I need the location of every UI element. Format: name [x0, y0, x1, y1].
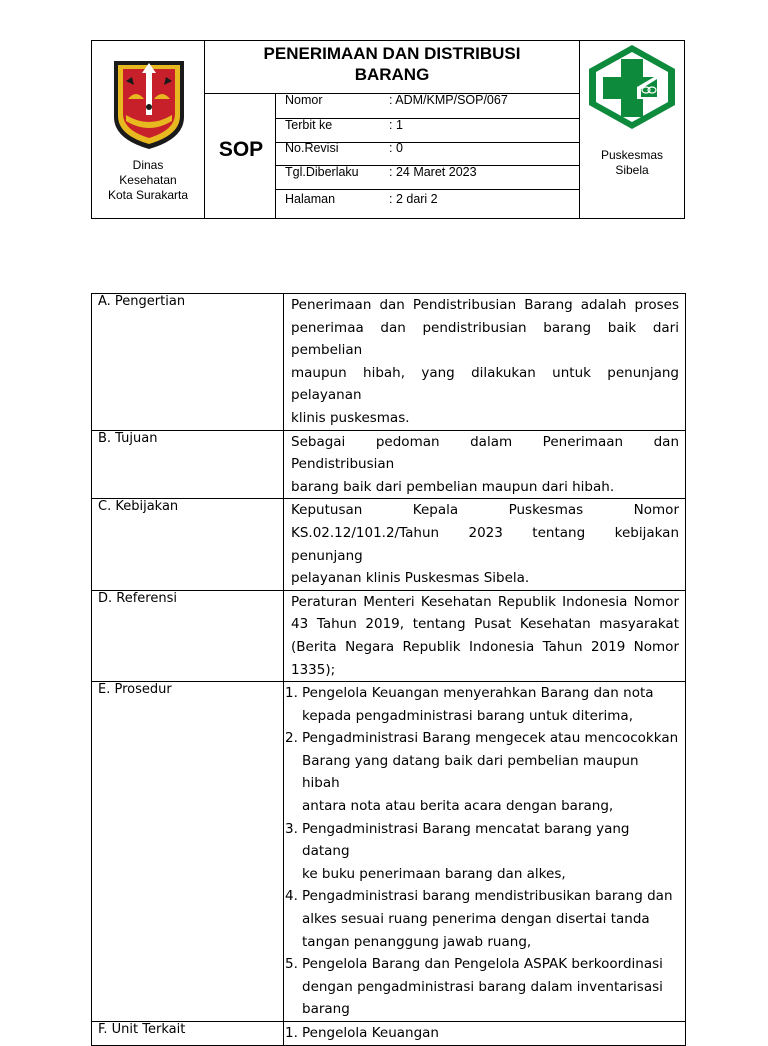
meta-label-revisi: No.Revisi — [285, 141, 339, 155]
unit-item: 1. Pengelola Keuangan — [285, 1025, 439, 1041]
section-label: A. Pengertian — [92, 294, 284, 431]
section-content — [284, 682, 686, 1022]
sop-label: SOP — [218, 138, 264, 161]
meta-value-revisi: : 0 — [389, 141, 403, 155]
section-content: Sebagai pedoman dalam Penerimaan dan Pendistribusian barang baik dari pembelian maupun dari hibah. — [284, 430, 686, 499]
section-label: E. Prosedur — [92, 682, 284, 1022]
section-content: Keputusan Kepala Puskesmas Nomor KS.02.12/101.2/Tahun 2023 tentang kebijakan penunjang pelayanan klinis Puskesmas Sibela. — [284, 499, 686, 590]
procedure-step: 3. Pengadministrasi Barang mencatat barang yang datang ke buku penerimaan barang dan alkes, — [285, 820, 630, 882]
section-label: B. Tujuan — [92, 430, 284, 499]
sop-content-table — [91, 293, 686, 1046]
meta-value-terbit: : 1 — [389, 118, 403, 132]
section-content: Penerimaan dan Pendistribusian Barang adalah proses penerimaa dan pendistribusian barang baik dari pembelian maupun hibah, yang dilakukan untuk penunjang pelayanan klinis puskesmas. — [284, 294, 686, 431]
section-label: C. Kebijakan — [92, 499, 284, 590]
meta-label-terbit: Terbit ke — [285, 118, 333, 132]
meta-label-nomor: Nomor — [285, 93, 323, 107]
meta-label-tgl: Tgl.Diberlaku — [285, 165, 359, 179]
surakarta-emblem-logo — [112, 59, 186, 151]
section-pengertian — [92, 294, 686, 431]
section-label: D. Referensi — [92, 590, 284, 681]
facility-name: Puskesmas Sibela — [600, 148, 664, 177]
sop-header — [91, 40, 685, 219]
procedure-step: 5. Pengelola Barang dan Pengelola ASPAK berkoordinasi dengan pengadministrasi barang dalam inventarisasi barang — [285, 956, 663, 1018]
section-content: Peraturan Menteri Kesehatan Republik Indonesia Nomor 43 Tahun 2019, tentang Pusat Kesehatan masyarakat (Berita Negara Republik Indonesia Tahun 2019 Nomor 1335); — [284, 590, 686, 681]
section-tujuan — [92, 430, 686, 499]
section-content — [284, 1022, 686, 1046]
section-unit-terkait — [92, 1022, 686, 1046]
meta-value-nomor: : ADM/KMP/SOP/067 — [389, 93, 508, 107]
section-prosedur — [92, 682, 686, 1022]
procedure-step: 2. Pengadministrasi Barang mengecek atau mencocokkan Barang yang datang baik dari pembelian maupun hibah antara nota atau berita acara dengan barang, — [285, 730, 679, 815]
meta-value-halaman: : 2 dari 2 — [389, 192, 438, 206]
procedure-step: 1. Pengelola Keuangan menyerahkan Barang dan nota kepada pengadministrasi barang untuk diterima, — [285, 685, 654, 724]
meta-value-tgl: : 24 Maret 2023 — [389, 165, 477, 179]
meta-label-halaman: Halaman — [285, 192, 336, 206]
puskesmas-logo — [587, 43, 677, 131]
procedure-step: 4. Pengadministrasi barang mendistribusikan barang dan alkes sesuai ruang penerima dengan disertai tanda tangan penanggung jawab ruang, — [285, 888, 673, 950]
section-label: F. Unit Terkait — [92, 1022, 284, 1046]
document-title: PENERIMAAN DAN DISTRIBUSI BARANG — [263, 44, 521, 84]
section-kebijakan — [92, 499, 686, 590]
agency-name: Dinas Kesehatan Kota Surakarta — [107, 158, 189, 202]
section-referensi — [92, 590, 686, 681]
